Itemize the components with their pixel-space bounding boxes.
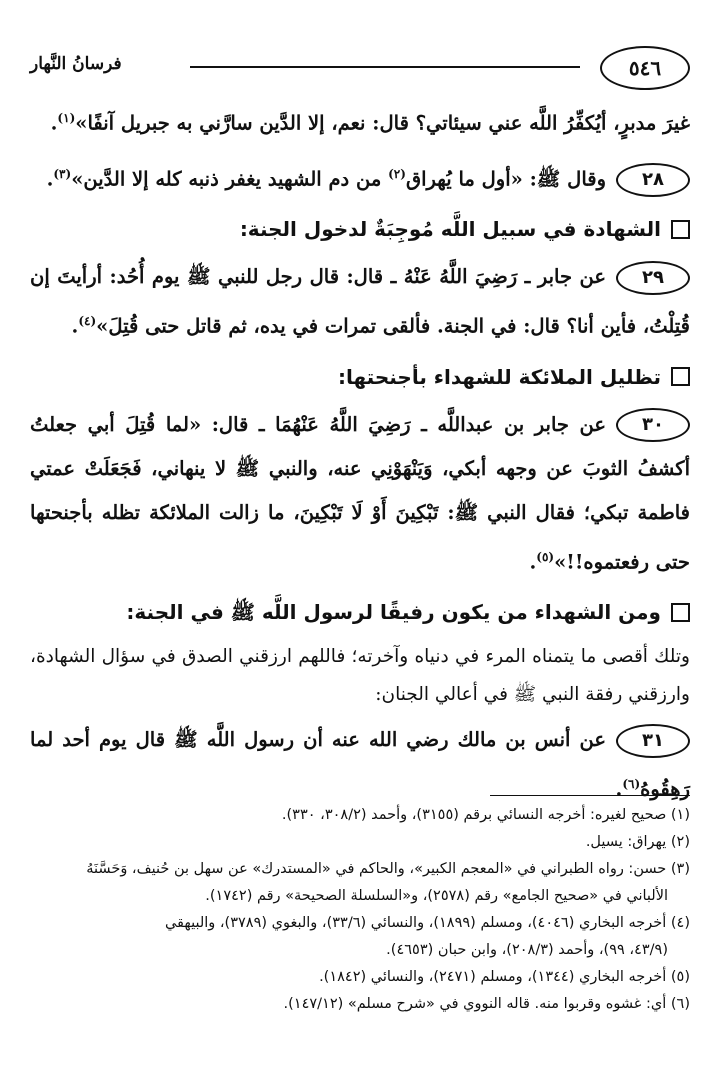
hadith-29: ٢٩عن جابر ـ رَضِيَ اللَّهُ عَنْهُ ـ قال: قال رجل للنبي ﷺ يوم أُحُد: أرأيتَ إن قُتِلْتُ، فأين أنا؟ قال: في الجنة. فألقى تمرات في يده، ثم قاتل حتى قُتِلَ»$^{(٤)}$.	[30, 255, 690, 349]
footnote-3: (٣) حسن: رواه الطبراني في «المعجم الكبير»، والحاكم في «المستدرك» عن سهل بن حُنيف، وَحَسَّنَهُ	[86, 861, 690, 877]
page-number: ٥٤٦	[600, 46, 690, 90]
hadith-28: ٢٨وقال ﷺ: «أول ما يُهراق$^{(٢)}$ من دم الشهيد يغفر ذنبه كله إلا الدَّين»$^{(٣)}$.	[30, 152, 690, 202]
footnote-ref: (١)	[57, 111, 76, 125]
hadith-text: من دم الشهيد يغفر ذنبه كله إلا الدَّين»	[71, 167, 389, 190]
hadith-30: ٣٠عن جابر بن عبداللَّه ـ رَضِيَ اللَّهُ عَنْهُمَا ـ قال: «لما قُتِلَ أبي جعلتُ أكشفُ الثوبَ عن وجهه أبكي، وَيَنْهَوْنِي عنه، والنبي ﷺ لا ينهاني، فَجَعَلَتْ عمتي فاطمة تبكي؛ فقال النبي ﷺ: تَبْكِينَ أَوْ لَا تَبْكِينَ، ما زالت الملائكة تظله بأجنحتها حتى رفعتموه!!»$^{(٥)}$.	[30, 403, 690, 585]
paragraph-continuation: غيرَ مدبرٍ، أيُكفِّرُ اللَّه عني سيئاتي؟ قال: نعم، إلا الدَّين سارَّني به جبريل آنفًا»$^{(١)}$.	[50, 111, 690, 135]
hadith-text: عن أنس بن مالك رضي الله عنه أن رسول اللَّه ﷺ قال يوم أحد لما رَهِقُوهُ	[30, 728, 690, 801]
footnote-4: (٤) أخرجه البخاري (٤٠٤٦)، ومسلم (١٨٩٩)، والنسائي (٣٣/٦)، والبغوي (٣٧٨٩)، والبيهقي	[164, 915, 690, 931]
paragraph-text: غيرَ مدبرٍ، أيُكفِّرُ اللَّه عني سيئاتي؟ قال: نعم، إلا الدَّين سارَّني به جبريل آنفًا»	[75, 111, 690, 135]
hadith-text: عن جابر ـ رَضِيَ اللَّهُ عَنْهُ ـ قال: قال رجل للنبي ﷺ يوم أُحُد: أرأيتَ إن قُتِلْتُ، فأين أنا؟ قال: في الجنة. فألقى تمرات في يده، ثم قاتل حتى قُتِلَ»	[30, 265, 690, 338]
square-bullet-icon	[671, 603, 690, 622]
square-bullet-icon	[671, 367, 690, 386]
footnote-ref: (٥)	[536, 549, 555, 564]
hadith-31: ٣١عن أنس بن مالك رضي الله عنه أن رسول اللَّه ﷺ قال يوم أحد لما رَهِقُوهُ$^{(٦)}$.	[30, 718, 690, 812]
footnote-2: (٢) يهراق: يسيل.	[585, 834, 690, 850]
main-text	[30, 96, 690, 812]
heading-text: ومن الشهداء من يكون رفيقًا لرسول اللَّه ﷺ في الجنة:	[126, 600, 661, 624]
footnote-3-continued: الألباني في «صحيح الجامع» رقم (٢٥٧٨)، و«السلسلة الصحيحة» رقم (١٧٤٢).	[205, 888, 668, 904]
hadith-number-badge: ٢٨	[616, 163, 690, 197]
book-title: فرسانُ النَّهار	[30, 54, 122, 74]
footnote-5: (٥) أخرجه البخاري (١٣٤٤)، ومسلم (٢٤٧١)، والنسائي (١٨٤٢).	[319, 969, 690, 985]
section-heading	[30, 207, 690, 251]
hadith-text: عن جابر بن عبداللَّه ـ رَضِيَ اللَّهُ عَنْهُمَا ـ قال: «لما قُتِلَ أبي جعلتُ أكشفُ الثوبَ عن وجهه أبكي، وَيَنْهَوْنِي عنه، والنبي ﷺ لا ينهاني، فَجَعَلَتْ عمتي فاطمة تبكي؛ فقال النبي ﷺ: تَبْكِينَ أَوْ لَا تَبْكِينَ، ما زالت الملائكة تظله بأجنحتها حتى رفعتموه!!»	[30, 412, 690, 573]
footnote-6: (٦) أي: غشوه وقربوا منه. قاله النووي في «شرح مسلم» (١٤٧/١٢).	[283, 996, 690, 1012]
heading-text: الشهادة في سبيل اللَّه مُوجِبَةٌ لدخول الجنة:	[239, 217, 661, 241]
footnote-ref: (٣)	[53, 166, 72, 181]
hadith-number-badge: ٣٠	[616, 408, 690, 442]
footnote-ref: (٢)	[388, 166, 406, 181]
footnote-rule	[490, 795, 690, 796]
footnotes-section	[30, 795, 690, 1018]
footnote-4-continued: (٤٣/٩، ٩٩)، وأحمد (٢٠٨/٣)، وابن حبان (٤٦٥٣).	[386, 942, 668, 958]
page-header	[30, 42, 690, 98]
hadith-number-badge: ٣١	[616, 724, 690, 758]
header-rule	[190, 66, 580, 68]
footnote-ref: (٤)	[78, 314, 97, 328]
footnote-ref: (٦)	[622, 777, 641, 791]
section-heading	[30, 355, 690, 399]
section-heading	[30, 590, 690, 634]
heading-text: تظليل الملائكة للشهداء بأجنحتها:	[337, 364, 661, 389]
hadith-number-badge: ٢٩	[616, 261, 690, 295]
commentary-paragraph: وتلك أقصى ما يتمناه المرء في دنياه وآخرته؛ فاللهم ارزقني الصدق في سؤال الشهادة، وارزقني رفقة النبي ﷺ في أعالي الجنان:	[30, 646, 690, 705]
footnote-1: (١) صحيح لغيره: أخرجه النسائي برقم (٣١٥٥)، وأحمد (٣٠٨/٢، ٣٣٠).	[281, 807, 690, 823]
square-bullet-icon	[671, 220, 690, 239]
hadith-text: وقال ﷺ: «أول ما يُهراق	[405, 167, 606, 190]
